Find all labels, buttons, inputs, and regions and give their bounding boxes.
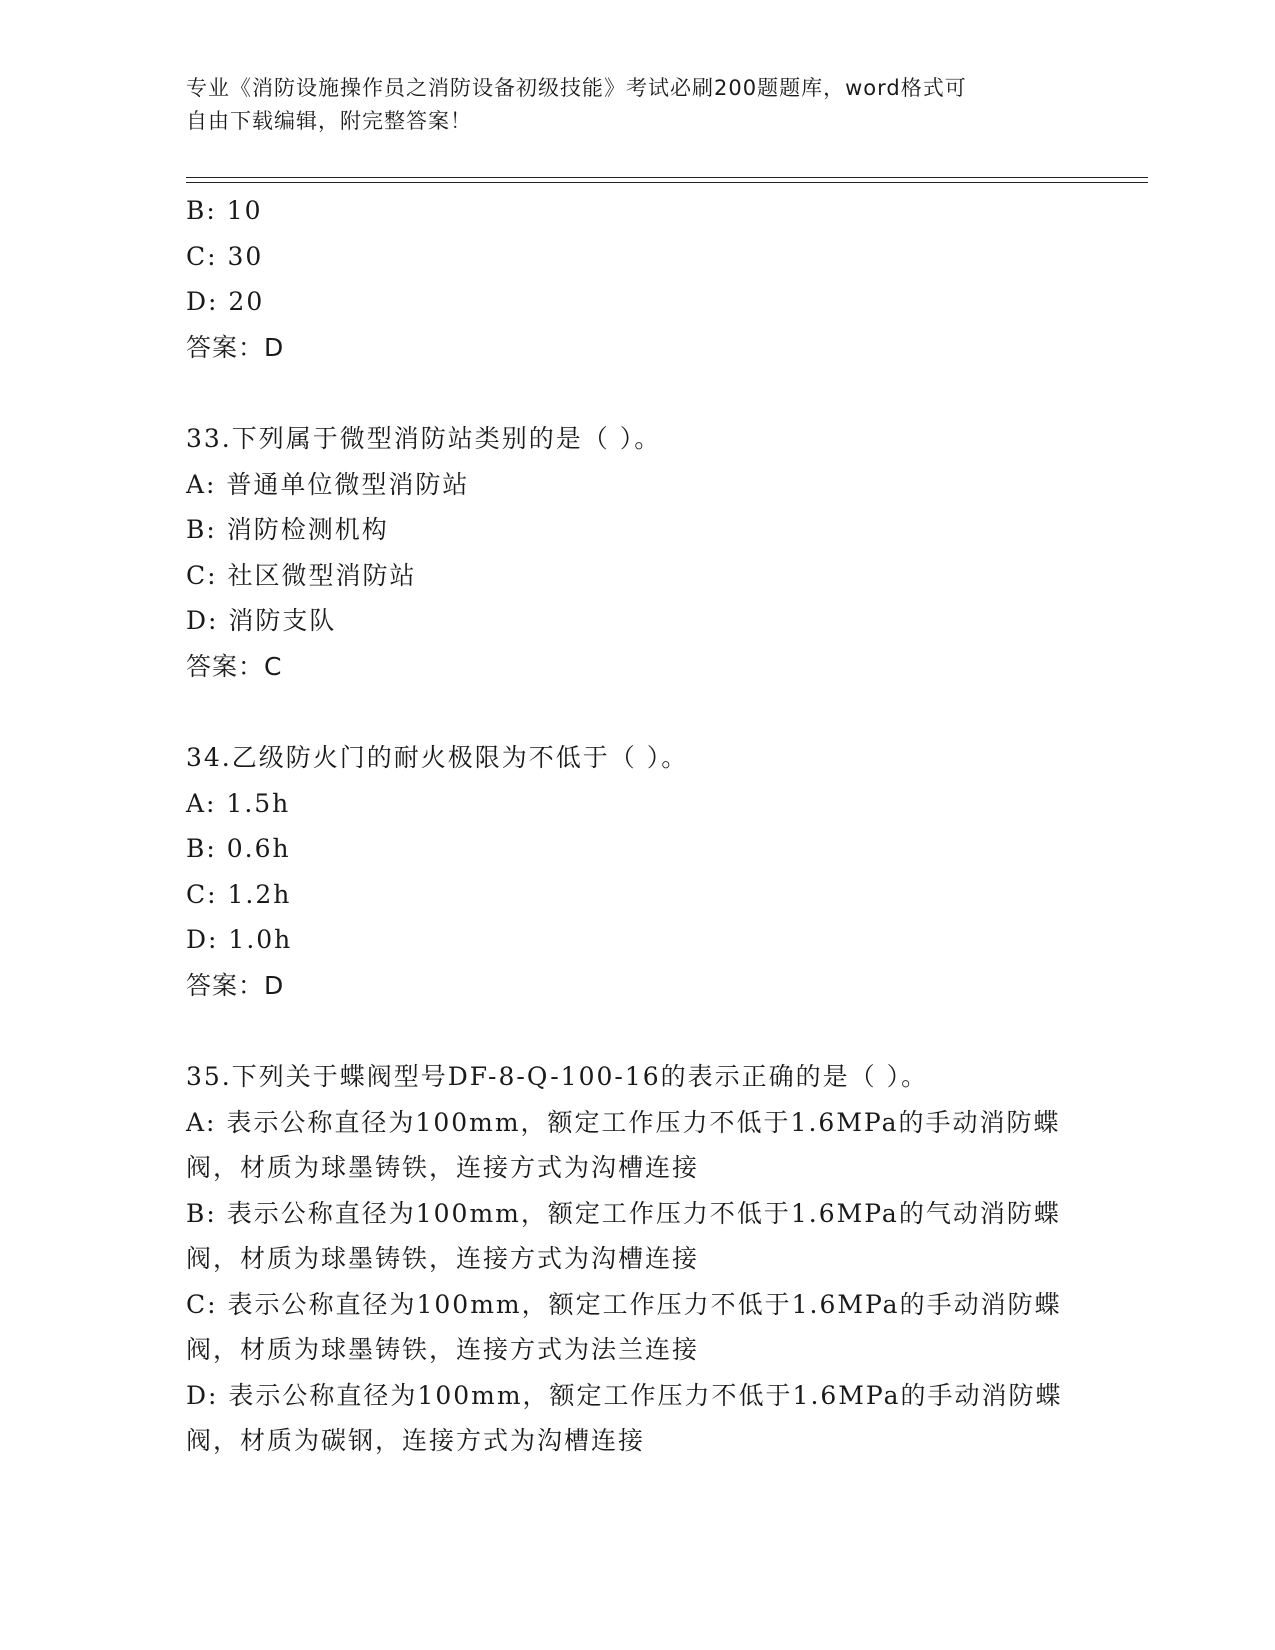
option-a-line-2: 阀，材质为球墨铸铁，连接方式为沟槽连接: [186, 1153, 700, 1182]
answer-label: 答案：D: [186, 970, 285, 1000]
option-a-line-1: A: 表示公称直径为100mm，额定工作压力不低于1.6MPa的手动消防蝶: [186, 1107, 1061, 1137]
answer-label: 答案：D: [186, 332, 285, 362]
option-d: D: 20: [186, 287, 265, 316]
option-c: C: 30: [186, 241, 264, 271]
option-b: B: 0.6h: [186, 834, 291, 863]
option-b-line-1: B: 表示公称直径为100mm，额定工作压力不低于1.6MPa的气动消防蝶: [186, 1198, 1061, 1228]
option-d-line-1: D: 表示公称直径为100mm，额定工作压力不低于1.6MPa的手动消防蝶: [186, 1380, 1063, 1410]
question-list: [186, 188, 1086, 1464]
document-header: [186, 72, 1086, 138]
spacer: [186, 370, 1086, 416]
option-d: D: 1.0h: [186, 925, 293, 954]
question-block-34: [186, 735, 1086, 1008]
header-line-1: 专业《消防设施操作员之消防设备初级技能》考试必刷200题题库，word格式可: [186, 76, 967, 100]
header-line-2: 自由下载编辑，附完整答案！: [186, 109, 472, 133]
option-c: C: 社区微型消防站: [186, 560, 417, 590]
answer-label: 答案：C: [186, 651, 283, 681]
header-divider-bottom: [186, 182, 1148, 183]
question-text: 35.下列关于蝶阀型号DF-8-Q-100-16的表示正确的是（ ）。: [186, 1062, 929, 1091]
option-d: D: 消防支队: [186, 606, 337, 635]
question-text: 34.乙级防火门的耐火极限为不低于（ ）。: [186, 743, 689, 772]
question-block-33: [186, 416, 1086, 689]
option-b: B: 消防检测机构: [186, 515, 389, 544]
question-block-32: [186, 188, 1086, 370]
spacer: [186, 1008, 1086, 1054]
option-c: C: 1.2h: [186, 879, 292, 909]
option-b: B: 10: [186, 196, 263, 225]
option-b-line-2: 阀，材质为球墨铸铁，连接方式为沟槽连接: [186, 1244, 700, 1273]
spacer: [186, 689, 1086, 735]
option-a: A: 普通单位微型消防站: [186, 469, 470, 499]
option-a: A: 1.5h: [186, 788, 291, 818]
question-text: 33.下列属于微型消防站类别的是（ ）。: [186, 424, 662, 453]
option-c-line-2: 阀，材质为球墨铸铁，连接方式为法兰连接: [186, 1335, 700, 1364]
header-divider-top: [186, 177, 1148, 178]
option-c-line-1: C: 表示公称直径为100mm，额定工作压力不低于1.6MPa的手动消防蝶: [186, 1289, 1062, 1319]
option-d-line-2: 阀，材质为碳钢，连接方式为沟槽连接: [186, 1426, 646, 1455]
question-block-35: [186, 1054, 1086, 1464]
